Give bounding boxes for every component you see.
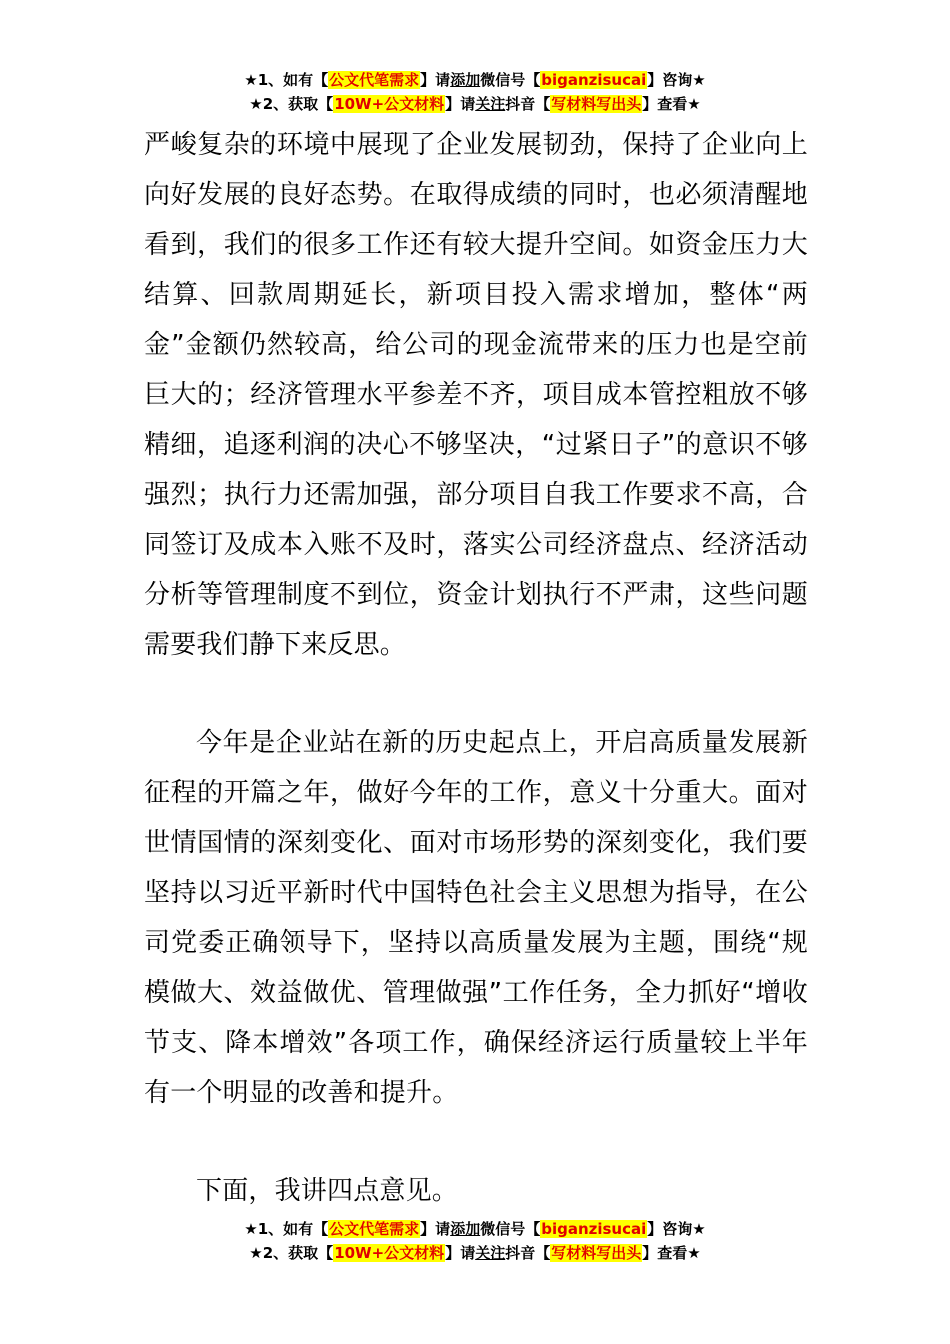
highlight-service: 公文代笔需求 xyxy=(329,71,420,89)
body-paragraph-2: 今年是企业站在新的历史起点上，开启高质量发展新征程的开篇之年，做好今年的工作，意义十分重大。面对世情国情的深刻变化、面对市场形势的深刻变化，我们要坚持以习近平新时代中国特色社会主义思想为指导，在公司党委正确领导下，坚持以高质量发展为主题，围绕“规模做大、效益做优、管理做强”工作任务，全力抓好“增收节支、降本增效”各项工作，确保经济运行质量较上半年有一个明显的改善和提升。 xyxy=(144,728,808,1108)
banner-text: 】咨询★ xyxy=(647,1220,706,1238)
banner-emphasis: 添加 xyxy=(450,71,481,89)
banner-emphasis: 关注 xyxy=(475,95,506,113)
highlight-douyin-id: 写材料写出头 xyxy=(551,95,642,113)
banner-text: 微信号【 xyxy=(480,1220,541,1238)
banner-text: 】请 xyxy=(445,1244,476,1262)
banner-line-2 xyxy=(0,1241,950,1265)
banner-line-1 xyxy=(0,68,950,92)
banner-emphasis: 关注 xyxy=(475,1244,506,1262)
footer-banner xyxy=(0,1217,950,1265)
banner-text: 抖音【 xyxy=(505,95,551,113)
banner-text: 】查看★ xyxy=(642,95,701,113)
banner-text: 】请 xyxy=(445,95,476,113)
highlight-materials: 10W+公文材料 xyxy=(334,1244,445,1262)
banner-emphasis: 添加 xyxy=(450,1220,481,1238)
highlight-wechat-id: biganzisucai xyxy=(541,1220,647,1238)
banner-text: 】咨询★ xyxy=(647,71,706,89)
header-banner xyxy=(0,68,950,116)
banner-line-2 xyxy=(0,92,950,116)
banner-line-1 xyxy=(0,1217,950,1241)
body-paragraph-1: 严峻复杂的环境中展现了企业发展韧劲，保持了企业向上向好发展的良好态势。在取得成绩的同时，也必须清醒地看到，我们的很多工作还有较大提升空间。如资金压力大结算、回款周期延长，新项目投入需求增加，整体“两金”金额仍然较高，给公司的现金流带来的压力也是空前巨大的；经济管理水平参差不齐，项目成本管控粗放不够精细，追逐利润的决心不够坚决，“过紧日子”的意识不够强烈；执行力还需加强，部分项目自我工作要求不高，合同签订及成本入账不及时，落实公司经济盘点、经济活动分析等管理制度不到位，资金计划执行不严肃，这些问题需要我们静下来反思。 xyxy=(144,130,808,660)
banner-text: ★2、获取【 xyxy=(249,95,334,113)
banner-text: 】请 xyxy=(420,71,451,89)
banner-text: 抖音【 xyxy=(505,1244,551,1262)
banner-text: ★2、获取【 xyxy=(249,1244,334,1262)
highlight-wechat-id: biganzisucai xyxy=(541,71,647,89)
highlight-service: 公文代笔需求 xyxy=(329,1220,420,1238)
banner-text: ★1、如有【 xyxy=(244,71,329,89)
body-paragraph-3: 下面，我讲四点意见。 xyxy=(196,1176,459,1206)
banner-text: 】请 xyxy=(420,1220,451,1238)
banner-text: 】查看★ xyxy=(642,1244,701,1262)
highlight-douyin-id: 写材料写出头 xyxy=(551,1244,642,1262)
highlight-materials: 10W+公文材料 xyxy=(334,95,445,113)
banner-text: ★1、如有【 xyxy=(244,1220,329,1238)
banner-text: 微信号【 xyxy=(480,71,541,89)
